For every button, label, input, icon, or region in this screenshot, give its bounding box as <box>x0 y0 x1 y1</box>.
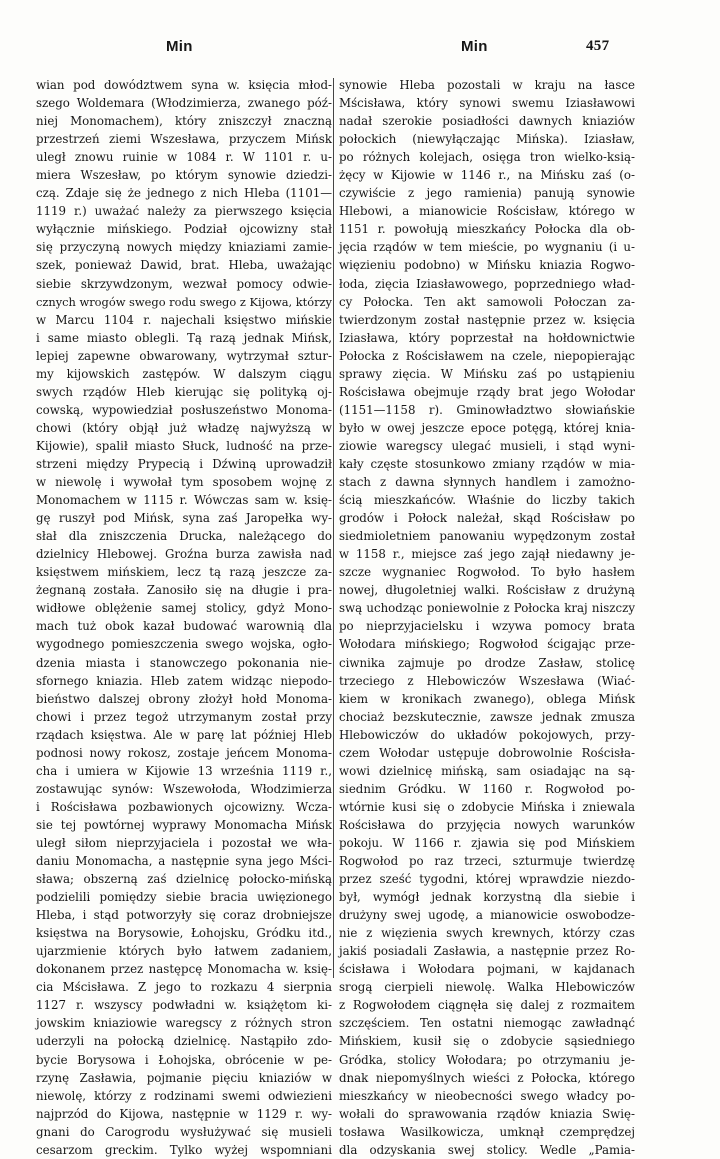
column-divider <box>333 78 334 978</box>
text-line: czem Wołodar ustępuje dobrowolnie Rościsła- <box>339 745 635 760</box>
text-line: cy Połocka. Ten akt samowoli Połoczan za- <box>339 294 635 309</box>
text-line: żegnaną została. Zanosiło się na długie i pra- <box>36 583 332 598</box>
text-line: księstwem mińskiem, lecz tą razą jeszcze za- <box>36 565 332 580</box>
text-line: swą uchodząc poniewolnie z Połocka kraj niszczy <box>339 601 635 616</box>
text-line: więzieniu podobno) w Mińsku kniazia Rogwo- <box>339 258 635 273</box>
text-line: gę ruszył pod Mińsk, syna zaś Jaropełka wy- <box>36 511 332 526</box>
text-line: pokoju. W 1166 r. zjawia się pod Mińskiem <box>339 835 635 850</box>
text-line: czywiście z jego ramienia) panują synowie <box>339 186 635 201</box>
text-line: szek, ponieważ Dawid, brat. Hleba, uważając <box>36 258 332 273</box>
text-line: podzielili pomiędzy siebie bracia uwięzionego <box>36 890 332 905</box>
text-line: strzeni między Prypecią i Dźwiną uprowadził <box>36 456 332 471</box>
text-line: nie z więzienia swych krewnych, którzy czas <box>339 926 635 941</box>
text-line: Monomachem w 1115 r. Wówczas sam w. księ- <box>36 493 332 508</box>
text-line: 1151 r. powołują mieszkańcy Połocka dla ob- <box>339 222 635 237</box>
text-line: ziowie waregscy ulegać musieli, i stąd wyni- <box>339 438 635 453</box>
text-line: sfornego kniazia. Hleb zatem widząc niepodo- <box>36 673 332 688</box>
text-line: żęcy w Kijowie w 1146 r., na Mińsku zaś (o- <box>339 168 635 183</box>
text-line: chowi i przez tegoż utrzymanym został przy <box>36 709 332 724</box>
text-line: Gródka, stolicy Wołodara; po otrzymaniu je- <box>339 1052 635 1067</box>
text-line: w Marcu 1104 r. najechali księstwo mińskie <box>36 312 332 327</box>
text-line: daniu Monomacha, a następnie syna jego Mści- <box>36 854 332 869</box>
text-line: Mińskiem, kusił się o zdobycie sąsiedniego <box>339 1034 635 1049</box>
text-line: Hleba, i stąd potworzyły się coraz drobniejsze <box>36 908 332 923</box>
text-line: Kijowie), spalił miasto Słuck, ludność na prze- <box>36 438 332 453</box>
text-line: Połocka z Rościsławem na czele, niepopierając <box>339 348 635 363</box>
text-line: dzenia miasta i stanowczego pokonania nie- <box>36 655 332 670</box>
text-line: swych rządów Hleb kierując się polityką oj- <box>36 384 332 399</box>
text-line: nadał szerokie posiadłości dawnych kniaziów <box>339 114 635 129</box>
text-line: cowską, wypowiedział posłuszeństwo Monoma- <box>36 402 332 417</box>
text-line: trzeciego z Hlebowiczów Wszesława (Wiać- <box>339 673 635 688</box>
text-line: my kijowskich zastępów. W dalszym ciągu <box>36 366 332 381</box>
text-line: szego Woldemara (Włodzimierza, zwanego póź- <box>36 96 332 111</box>
text-line: Hlebowi, a mianowicie Rościsław, którego w <box>339 204 635 219</box>
text-line: wowi dzielnicę mińską, sam osiadając na są- <box>339 763 635 778</box>
text-line: 1119 r.) uważać należy za pierwszego księcia <box>36 204 332 219</box>
text-line: Rogwołod po raz trzeci, szturmuje twierdzę <box>339 854 635 869</box>
text-line: był, wymógł jednak korzystną dla siebie i <box>339 890 635 905</box>
text-line: dnak niepomyślnych wieści z Połocka, którego <box>339 1070 635 1085</box>
text-line: łoda, zięcia Iziasławowego, poprzedniego wład- <box>339 276 635 291</box>
text-line: bycie Borysowa i Łohojska, obrócenie w pe- <box>36 1052 332 1067</box>
text-line: niej Monomachem), który zniszczył znaczną <box>36 114 332 129</box>
left-text-column <box>36 76 332 1157</box>
text-line: zostawując synów: Wszewołoda, Włodzimierza <box>36 781 332 796</box>
text-line: Mścisława, który synowi swemu Iziasławowi <box>339 96 635 111</box>
text-line: dla odzyskania swej stolicy. Wedle „Pamia- <box>339 1142 635 1157</box>
text-line: po różnych kolejach, osięga tron wielko-ksią- <box>339 150 635 165</box>
text-line: wołali do sprawowania rządów kniazia Swię- <box>339 1106 635 1121</box>
text-line: dzielnicy Hlebowej. Groźna burza zawisła nad <box>36 547 332 562</box>
text-line: kiem w kronikach zwanego), oblega Mińsk <box>339 691 635 706</box>
text-line: (1151—1158 r). Gminowładztwo słowiańskie <box>339 402 635 417</box>
text-line: sława; obszerną zaś dzielnicę połocko-mińską <box>36 872 332 887</box>
text-line: mieszkańcy w nieobecności swego władcy po- <box>339 1088 635 1103</box>
text-line: w 1158 r., miejsce zaś jego zajął niedawny je- <box>339 547 635 562</box>
text-line: szcze wygnaniec Rogwołod. To było hasłem <box>339 565 635 580</box>
text-line: wyłącznie mińskiego. Podział ojcowizny stał <box>36 222 332 237</box>
text-line: cznych wrogów swego rodu swego z Kijowa, którzy <box>36 294 332 309</box>
text-line: najprzód do Kijowa, następnie w 1129 r. wy- <box>36 1106 332 1121</box>
text-line: gnani do Carogrodu wysłużywać się musieli <box>36 1124 332 1139</box>
text-line: cesarzom greckim. Tylko wyżej wspomniani <box>36 1142 332 1157</box>
text-line: miera Wszesław, po którym synowie dziedzi- <box>36 168 332 183</box>
text-line: 1127 r. wszyscy podwładni w. książętom ki- <box>36 998 332 1013</box>
text-line: rządach księstwa. Ale w parę lat później Hleb <box>36 727 332 742</box>
text-line: stach z dawna słynnych handlem i zamożno- <box>339 475 635 490</box>
right-text-column <box>339 76 635 1157</box>
text-line: księstwa na Borysowie, Łohojsku, Gródku itd., <box>36 926 332 941</box>
text-line: przestrzeń ziemi Wszesława, przyczem Mińsk <box>36 132 332 147</box>
text-line: wygodnego pomieszczenia swego wojska, ogło- <box>36 637 332 652</box>
text-line: mach tuż obok kazał budować warownią dla <box>36 619 332 634</box>
text-line: wtórnie kusi się o zdobycie Mińska i zniewala <box>339 799 635 814</box>
header-right-keyword: Min <box>461 38 488 55</box>
text-line: jakiś posiadali Zasławia, a następnie przez Ro- <box>339 944 635 959</box>
text-line: siebie skrzywdzonym, wezwał pomocy odwie- <box>36 276 332 291</box>
text-line: było w owej jeszcze epoce potęgą, której knia- <box>339 420 635 435</box>
text-line: Rościsława do przyjęcia nowych warunków <box>339 817 635 832</box>
text-line: lepiej zapewne obwarowany, wytrzymał sztur- <box>36 348 332 363</box>
text-line: ścią mieszkańców. Właśnie do liczby takich <box>339 493 635 508</box>
text-line: i same miasto oblegli. Tą razą jednak Mińsk, <box>36 330 332 345</box>
text-line: w niewolę i wywołał tym sposobem wojnę z <box>36 475 332 490</box>
text-line: ujarzmienie których było łatwem zadaniem, <box>36 944 332 959</box>
text-line: twierdzonym został następnie przez w. księcia <box>339 312 635 327</box>
text-line: jęcia rządów w tem mieście, po wygnaniu (i u- <box>339 240 635 255</box>
text-line: podnosi nowy rokosz, zostaje jeńcem Monoma- <box>36 745 332 760</box>
text-line: przez sześć tygodni, której wprawdzie niezdo- <box>339 872 635 887</box>
text-line: się przyczyną nowych między kniaziami zamie- <box>36 240 332 255</box>
text-line: chowi (który objął już władzę najwyższą w <box>36 420 332 435</box>
text-line: kały częste stosunkowo zmiany rządów w mia- <box>339 456 635 471</box>
text-line: uderzyli na połocką dzielnicę. Nastąpiło zdo- <box>36 1034 332 1049</box>
text-line: połockich (niewyłączając Mińska). Iziasław, <box>339 132 635 147</box>
text-line: tosława Wasilkowicza, umknął czemprędzej <box>339 1124 635 1139</box>
text-line: cha i umiera w Kijowie 13 września 1119 r., <box>36 763 332 778</box>
page-number: 457 <box>586 38 610 54</box>
text-line: siedmioletniem panowaniu wypędzonym został <box>339 529 635 544</box>
text-line: nowej, długoletniej walki. Rościsław z drużyną <box>339 583 635 598</box>
text-line: widłowe oblężenie samej stolicy, gdyż Mono- <box>36 601 332 616</box>
running-header <box>0 38 720 62</box>
text-line: sprawy zięcia. W Mińsku zaś po ustąpieniu <box>339 366 635 381</box>
text-line: drużyny swej ugodę, a mianowicie oswobodze- <box>339 908 635 923</box>
text-line: wian pod dowództwem syna w. księcia młod- <box>36 78 332 92</box>
text-line: dokonanem przez następcę Monomacha w. księ- <box>36 962 332 977</box>
text-line: bieństwo dalszej obrony złożył hołd Monoma- <box>36 691 332 706</box>
text-line: chociaż bezskutecznie, zawsze jednak zmusza <box>339 709 635 724</box>
header-left-keyword: Min <box>166 38 193 55</box>
text-line: jowskim kniaziowie waregscy z różnych stron <box>36 1016 332 1031</box>
text-line: i Rościsława pozbawionych ojcowizny. Wcza- <box>36 799 332 814</box>
text-line: rzynę Zasławia, pojmanie pięciu kniaziów w <box>36 1070 332 1085</box>
text-line: cia Mścisława. Z jego to rozkazu 4 sierpnia <box>36 980 332 995</box>
text-line: z Rogwołodem ciągnęła się dalej z rozmaitem <box>339 998 635 1013</box>
text-line: Hlebowiczów do układów pokojowych, przy- <box>339 727 635 742</box>
text-line: czą. Zdaje się że jednego z nich Hleba (1101— <box>36 186 332 201</box>
text-line: srogą cierpieli niewolę. Walka Hlebowiczów <box>339 980 635 995</box>
text-line: ciwnika zajmuje po drodze Zasław, stolicę <box>339 655 635 670</box>
text-line: grodów i Połock należał, skąd Rościsław po <box>339 511 635 526</box>
text-line: szczęściem. Ten ostatni niemogąc zawładnąć <box>339 1016 635 1031</box>
text-line: uległ siłom nieprzyjaciela i pozostał we wła- <box>36 835 332 850</box>
text-line: sie tej powtórnej wyprawy Monomacha Mińsk <box>36 817 332 832</box>
text-line: niewolę, którzy z rodzinami swemi odwiezieni <box>36 1088 332 1103</box>
text-line: uległ znowu ruinie w 1084 r. W 1101 r. u- <box>36 150 332 165</box>
text-line: Rościsława obejmuje rządy brat jego Wołodar <box>339 384 635 399</box>
text-line: Wołodara mińskiego; Rogwołod ścigając prze- <box>339 637 635 652</box>
text-line: synowie Hleba pozostali w kraju na łasce <box>339 78 635 92</box>
text-line: siednim Gródku. W 1160 r. Rogwołod po- <box>339 781 635 796</box>
text-line: słał dla zniszczenia Drucka, należącego do <box>36 529 332 544</box>
text-line: ścisława i Wołodara pojmani, w kajdanach <box>339 962 635 977</box>
text-line: Iziasława, który poprzestał na hołdownictwie <box>339 330 635 345</box>
text-line: po nieprzyjacielsku i wzywa pomocy brata <box>339 619 635 634</box>
